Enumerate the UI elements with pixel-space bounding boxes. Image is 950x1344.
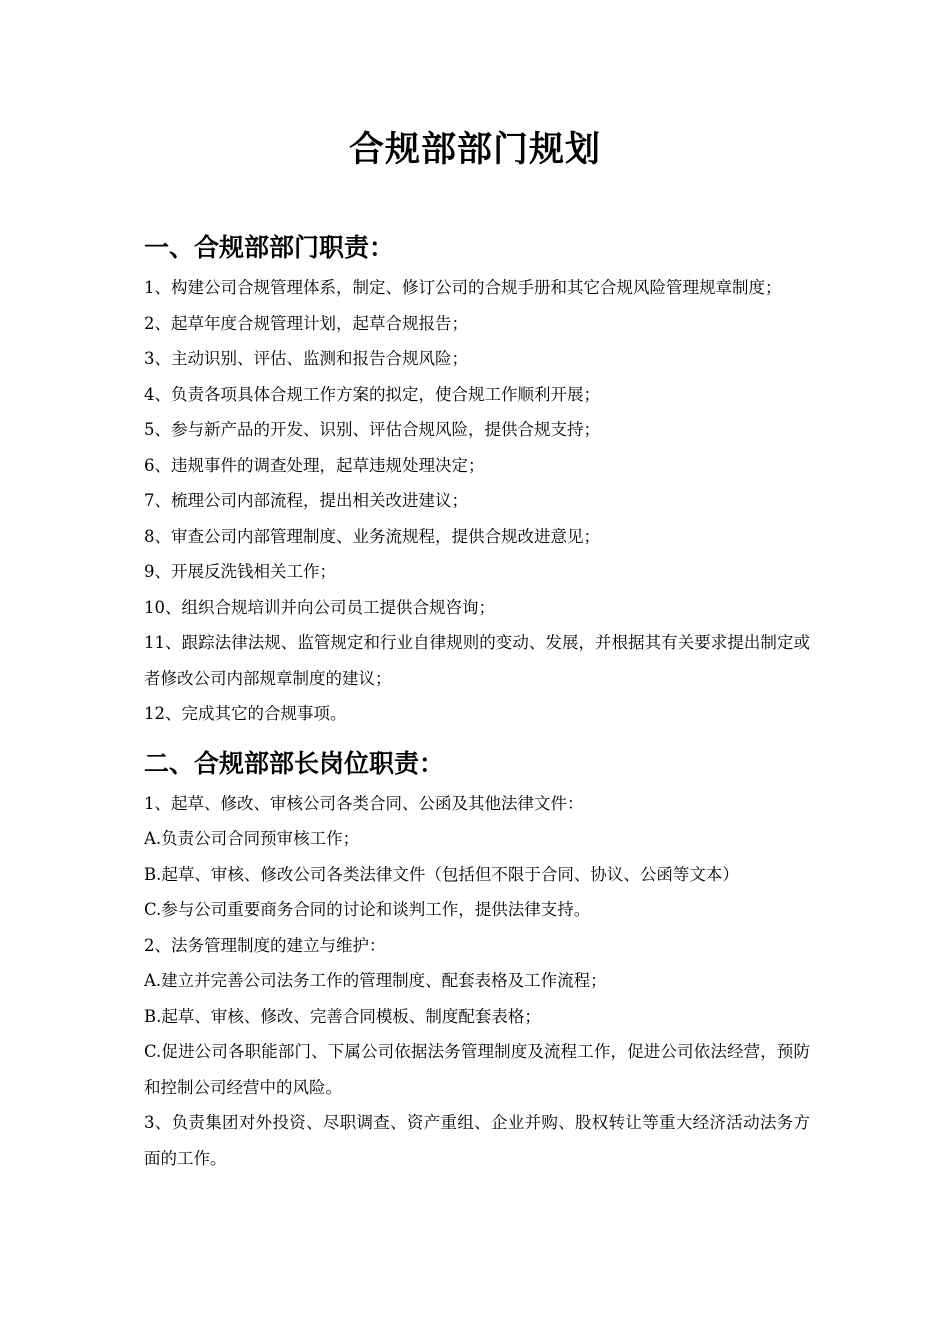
list-item: 3、负责集团对外投资、尽职调查、资产重组、企业并购、股权转让等重大经济活动法务方面的工作。	[144, 1113, 810, 1168]
list-item: 3、主动识别、评估、监测和报告合规风险；	[144, 349, 468, 368]
list-item: A.建立并完善公司法务工作的管理制度、配套表格及工作流程；	[144, 971, 607, 990]
list-item: 6、违规事件的调查处理，起草违规处理决定；	[144, 455, 485, 475]
list-item: 4、负责各项具体合规工作方案的拟定，使合规工作顺利开展；	[144, 384, 600, 404]
list-item: 1、起草、修改、审核公司各类合同、公函及其他法律文件：	[144, 793, 584, 813]
list-item: A.负责公司合同预审核工作；	[144, 829, 360, 848]
list-item: 10、组织合规培训并向公司员工提供合规咨询；	[144, 597, 495, 617]
section-director-duties	[144, 742, 810, 1177]
list-item: 9、开展反洗钱相关工作；	[144, 562, 336, 581]
section-heading: 二、合规部部长岗位职责：	[144, 748, 445, 778]
list-item: 5、参与新产品的开发、识别、评估合规风险，提供合规支持；	[144, 420, 600, 439]
list-item: 11、跟踪法律法规、监管规定和行业自律规则的变动、发展，并根据其有关要求提出制定或者修改公司内部规章制度的建议；	[144, 633, 810, 688]
list-item: 2、起草年度合规管理计划，起草合规报告；	[144, 313, 468, 333]
list-item: 2、法务管理制度的建立与维护：	[144, 935, 386, 955]
list-item: 7、梳理公司内部流程，提出相关改进建议；	[144, 491, 468, 510]
section-department-duties	[144, 226, 810, 732]
list-item: 8、审查公司内部管理制度、业务流规程，提供合规改进意见；	[144, 526, 600, 546]
list-item: B.起草、审核、修改公司各类法律文件（包括但不限于合同、协议、公函等文本）	[144, 864, 739, 884]
list-item: C.促进公司各职能部门、下属公司依据法务管理制度及流程工作，促进公司依法经营，预防和控制公司经营中的风险。	[144, 1042, 810, 1097]
list-item: C.参与公司重要商务合同的讨论和谈判工作，提供法律支持。	[144, 900, 591, 919]
document-body	[144, 226, 810, 1176]
list-item: B.起草、审核、修改、完善合同模板、制度配套表格；	[144, 1006, 541, 1026]
section-heading: 一、合规部部门职责：	[144, 233, 395, 262]
list-item: 1、构建公司合规管理体系，制定、修订公司的合规手册和其它合规风险管理规章制度；	[144, 278, 782, 297]
list-item: 12、完成其它的合规事项。	[144, 704, 347, 723]
document-title: 合规部部门规划	[348, 129, 601, 170]
